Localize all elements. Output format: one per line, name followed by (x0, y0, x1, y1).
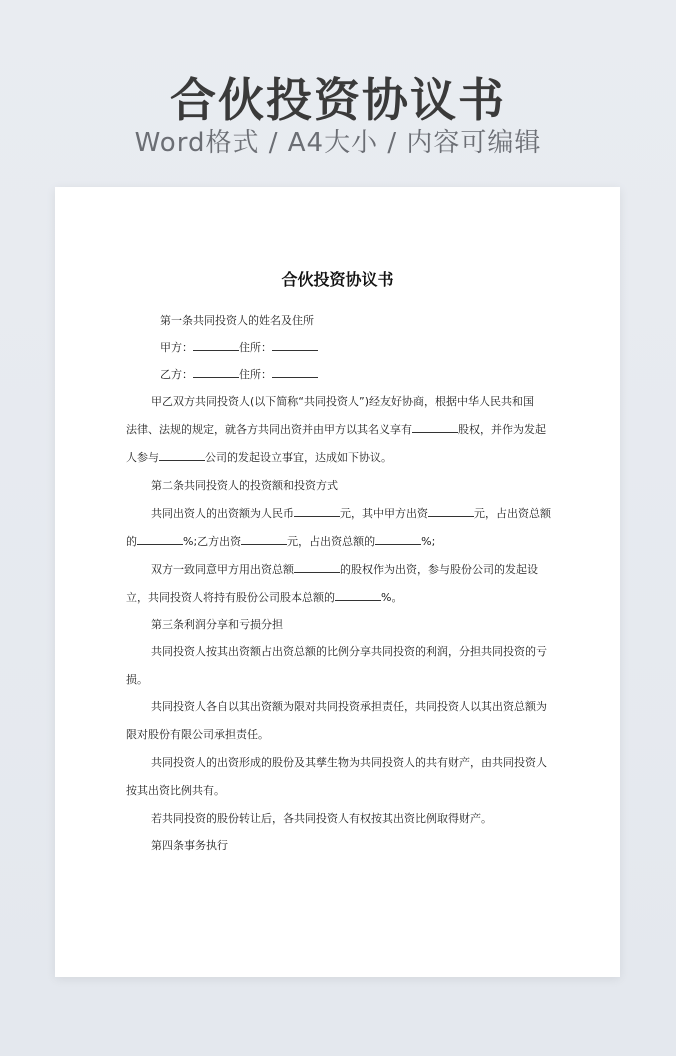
paragraph-6-line-2: 按其出资比例共有。 (126, 784, 225, 797)
para2-l1-text-a: 共同出资人的出资额为人民币 (151, 507, 294, 520)
para1-l3-text-a: 人参与 (126, 451, 159, 464)
paragraph-3-line-2 (126, 591, 556, 605)
para3-l1-text-b: 的股权作为出资，参与股份公司的发起设 (340, 563, 538, 576)
para2-l2-text-a: 的 (126, 535, 137, 548)
party-b-address-label: 住所： (239, 368, 272, 381)
para1-l2-text-b: 股权，并作为发起 (458, 423, 546, 436)
party-a-address-blank (272, 341, 318, 351)
paragraph-2-line-2 (126, 535, 556, 549)
section-1-heading: 第一条共同投资人的姓名及住所 (160, 314, 314, 327)
para1-l2-text-a: 法律、法规的规定，就各方共同出资并由甲方以其名义享有 (126, 423, 412, 436)
party-b-address-blank (272, 368, 318, 378)
party-a-capital-blank (428, 507, 474, 517)
party-b-line (160, 368, 590, 382)
paragraph-5-line-1: 共同投资人各自以其出资额为限对共同投资承担责任，共同投资人以其出资总额为 (151, 700, 547, 713)
party-a-percent-blank (137, 535, 183, 545)
total-capital-blank (294, 507, 340, 517)
party-b-percent-blank (375, 535, 421, 545)
party-b-label: 乙方： (160, 368, 193, 381)
para3-l2-text-a: 立，共同投资人将持有股份公司股本总额的 (126, 591, 335, 604)
document-page (55, 187, 620, 977)
para2-l2-text-b: %;乙方出资 (183, 535, 242, 548)
paragraph-1-line-1: 甲乙双方共同投资人(以下简称“共同投资人”)经友好协商，根据中华人民共和国 (151, 395, 534, 408)
party-a-label: 甲方： (160, 341, 193, 354)
paragraph-1-line-2 (126, 423, 556, 437)
paragraph-4-line-2: 损。 (126, 673, 148, 686)
party-b-capital-blank (241, 535, 287, 545)
paragraph-1-line-3 (126, 451, 556, 465)
paragraph-2-line-1 (151, 507, 581, 521)
paragraph-3-line-1 (151, 563, 581, 577)
para2-l1-text-c: 元，占出资总额 (474, 507, 551, 520)
equity-blank (412, 423, 458, 433)
paragraph-5-line-2: 限对股份有限公司承担责任。 (126, 728, 269, 741)
share-percent-blank (335, 591, 381, 601)
section-3-heading: 第三条利润分享和亏损分担 (151, 618, 283, 631)
paragraph-4-line-1: 共同投资人按其出资额占出资总额的比例分享共同投资的利润，分担共同投资的亏 (151, 645, 547, 658)
company-blank (159, 451, 205, 461)
section-2-heading: 第二条共同投资人的投资额和投资方式 (151, 479, 338, 492)
equity-amount-blank (294, 563, 340, 573)
para2-l2-text-c: 元，占出资总额的 (287, 535, 376, 548)
para1-l3-text-b: 公司的发起设立事宜，达成如下协议。 (205, 451, 392, 464)
para2-l1-text-b: 元，其中甲方出资 (340, 507, 428, 520)
banner-title: 合伙投资协议书 (170, 73, 506, 127)
para3-l1-text-a: 双方一致同意甲方用出资总额 (151, 563, 294, 576)
party-a-name-blank (193, 341, 239, 351)
paragraph-6-line-1: 共同投资人的出资形成的股份及其孳生物为共同投资人的共有财产，由共同投资人 (151, 756, 547, 769)
banner-subtitle: Word格式 / A4大小 / 内容可编辑 (134, 128, 542, 158)
para3-l2-text-b: %。 (381, 591, 403, 604)
paragraph-7-line-1: 若共同投资的股份转让后，各共同投资人有权按其出资比例取得财产。 (151, 812, 492, 825)
party-b-name-blank (193, 368, 239, 378)
party-a-address-label: 住所： (239, 341, 272, 354)
document-title: 合伙投资协议书 (281, 270, 394, 289)
para2-l2-text-d: %; (421, 535, 436, 548)
party-a-line (160, 341, 590, 355)
section-4-heading: 第四条事务执行 (151, 839, 228, 852)
